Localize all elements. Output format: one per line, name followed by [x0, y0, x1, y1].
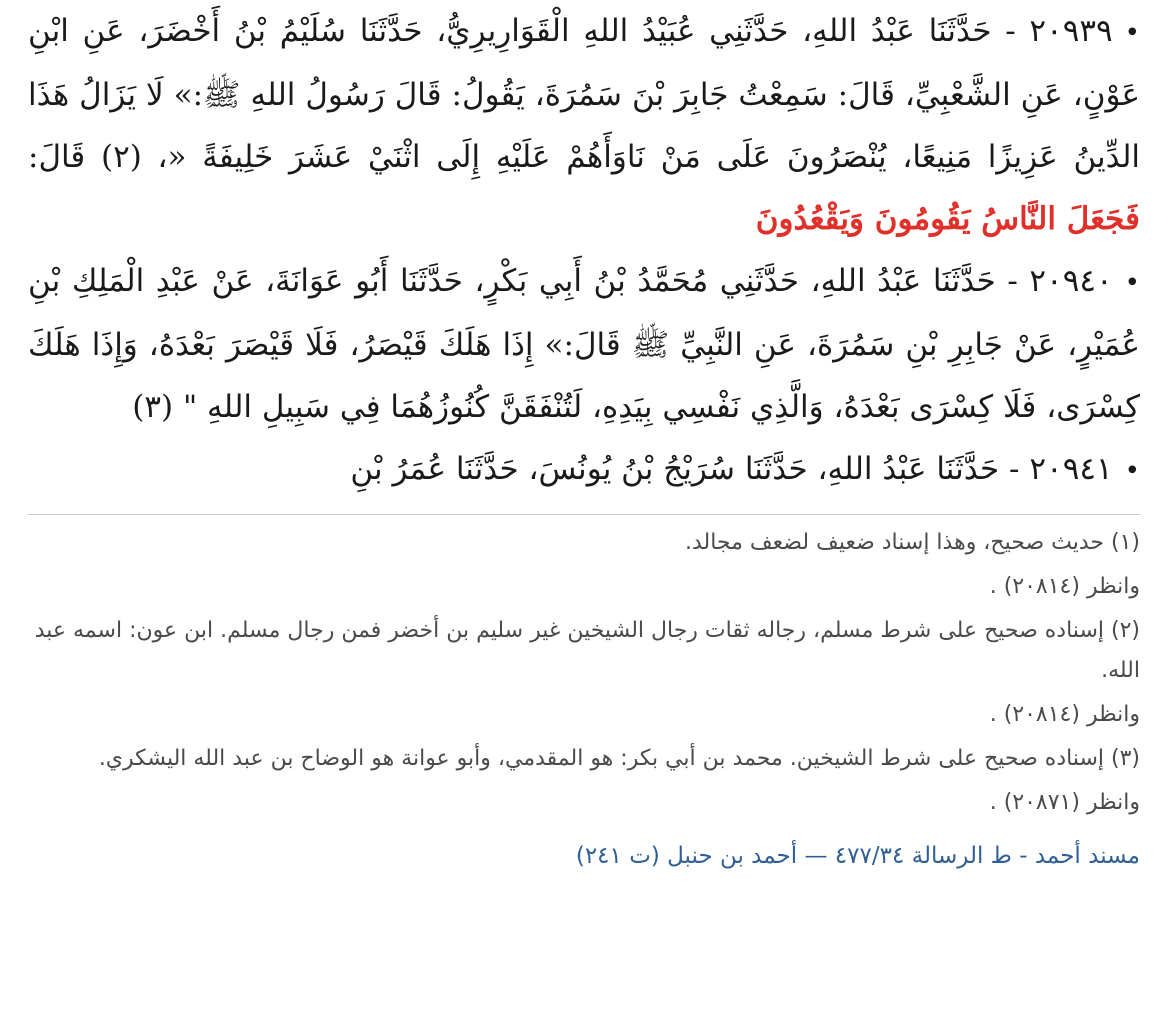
footnote-2: (٢) إسناده صحيح على شرط مسلم، رجاله ثقات رجال الشيخين غير سليم بن أخضر فمن رجال مسلم. ابن عون: اسمه عبد الله.	[34, 618, 1140, 683]
source-citation-link[interactable]: مسند أحمد - ط الرسالة ٤٧٧/٣٤ — أحمد بن حنبل (ت ٢٤١)	[575, 843, 1140, 869]
hadith-20940-text: ٢٠٩٤٠ - حَدَّثَنَا عَبْدُ اللهِ، حَدَّثَنِي مُحَمَّدُ بْنُ أَبِي بَكْرٍ، حَدَّثَنَا أَبُو عَوَانَةَ، عَنْ عَبْدِ الْمَلِكِ بْنِ عُمَيْرٍ، عَنْ جَابِرِ بْنِ سَمُرَةَ، عَنِ النَّبِيِّ ﷺ قَالَ:» إِذَا هَلَكَ قَيْصَرُ، فَلَا قَيْصَرَ بَعْدَهُ، وَإِذَا هَلَكَ كِسْرَى، فَلَا كِسْرَى بَعْدَهُ، وَالَّذِي نَفْسِي بِيَدِهِ، لَتُنْفَقَنَّ كُنُوزُهُمَا فِي سَبِيلِ اللهِ " (٣)	[28, 263, 1140, 425]
footnote-divider	[28, 514, 1140, 515]
hadith-20939-highlight: فَجَعَلَ النَّاسُ يَقُومُونَ وَيَقْعُدُونَ	[755, 201, 1140, 237]
hadith-20941-text: ٢٠٩٤١ - حَدَّثَنَا عَبْدُ اللهِ، حَدَّثَنَا سُرَيْجُ بْنُ يُونُسَ، حَدَّثَنَا عُمَرُ بْنِ	[350, 451, 1113, 487]
footnote-1: (١) حديث صحيح، وهذا إسناد ضعيف لضعف مجالد.	[684, 530, 1140, 555]
hadith-20940	[28, 250, 1140, 438]
footnotes	[28, 521, 1140, 825]
bullet-icon: •	[1124, 268, 1140, 298]
footnote-1-ref: وانظر (٢٠٨١٤) .	[989, 574, 1140, 599]
footnote-3: (٣) إسناده صحيح على شرط الشيخين. محمد بن أبي بكر: هو المقدمي، وأبو عوانة هو الوضاح بن عبد الله اليشكري.	[98, 746, 1140, 771]
hadith-20939-text: ٢٠٩٣٩ - حَدَّثَنَا عَبْدُ اللهِ، حَدَّثَنِي عُبَيْدُ اللهِ الْقَوَارِيرِيُّ، حَدَّثَنَا سُلَيْمُ بْنُ أَخْضَرَ، عَنِ ابْنِ عَوْنٍ، عَنِ الشَّعْبِيِّ، قَالَ: سَمِعْتُ جَابِرَ بْنَ سَمُرَةَ، يَقُولُ: قَالَ رَسُولُ اللهِ ﷺ:» لَا يَزَالُ هَذَا الدِّينُ عَزِيزًا مَنِيعًا، يُنْصَرُونَ عَلَى مَنْ نَاوَأَهُمْ عَلَيْهِ إِلَى اثْنَيْ عَشَرَ خَلِيفَةً «، (٢) قَالَ:	[28, 13, 1140, 175]
bullet-icon: •	[1124, 18, 1140, 48]
footnote-2-ref: وانظر (٢٠٨١٤) .	[989, 702, 1140, 727]
footnote-3-ref: وانظر (٢٠٨٧١) .	[989, 790, 1140, 815]
hadith-20939	[28, 0, 1140, 250]
hadith-20941	[28, 438, 1140, 502]
bullet-icon: •	[1124, 456, 1140, 486]
hadith-text-block	[28, 0, 1140, 502]
